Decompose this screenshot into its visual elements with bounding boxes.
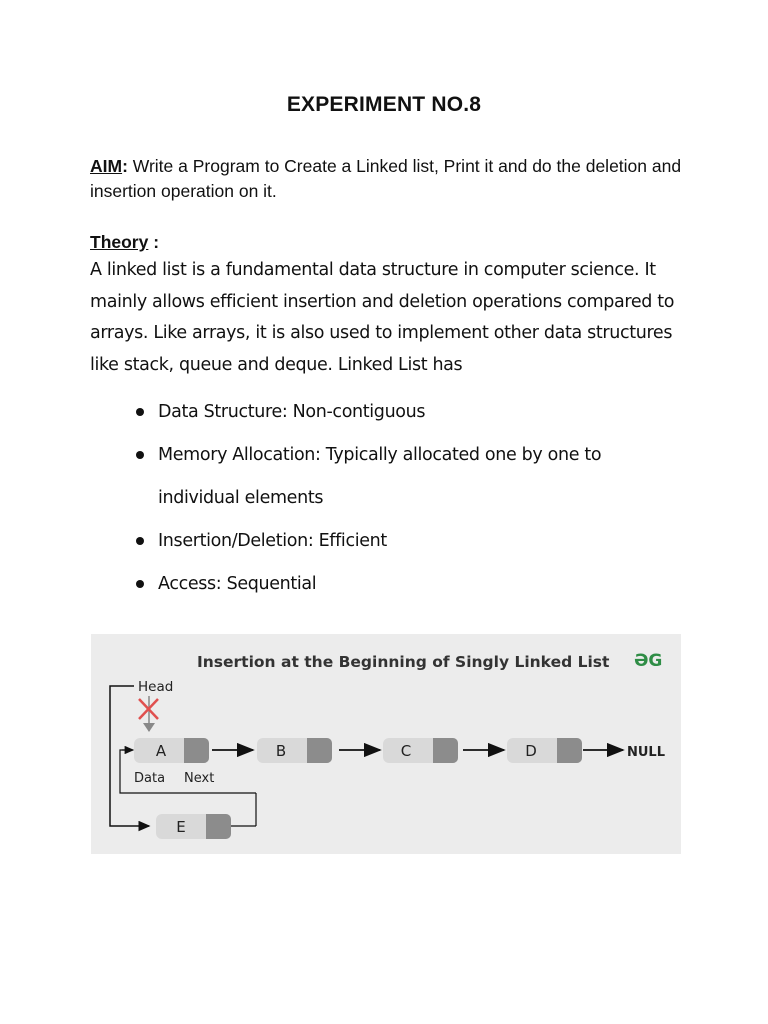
bullet-dot [136,408,144,416]
bullet-item [134,563,694,606]
bullet-item [134,391,694,434]
null-label: NULL [627,745,666,760]
node-c-label: C [400,742,412,760]
aim-text: Write a Program to Create a Linked list, Print it and do the deletion and insertion operation on it. [90,156,682,201]
node-a-label: A [155,742,167,760]
node-d [507,738,582,763]
node-a [134,738,209,763]
node-b-label: B [275,742,287,760]
bullet-text: Memory Allocation: Typically allocated one by one to individual elements [158,445,602,508]
next-label: Next [184,771,215,786]
gfg-logo-icon: ƏG [634,651,663,671]
node-d-label: D [525,742,537,760]
theory-label: Theory [90,232,149,252]
theory-heading [90,232,159,253]
head-label: Head [138,679,174,695]
node-e-label: E [176,818,186,836]
bullet-dot [136,451,144,459]
theory-colon: : [148,232,160,252]
bullet-dot [136,580,144,588]
old-head-arrowhead [143,723,155,732]
diagram-svg [91,634,681,854]
data-label: Data [134,771,166,786]
bullet-dot [136,537,144,545]
node-c [383,738,458,763]
bullet-text: Access: Sequential [158,574,317,594]
aim-label: AIM [90,156,123,176]
bullet-item [134,520,694,563]
theory-paragraph: A linked list is a fundamental data structure in computer science. It mainly allows efficient insertion and deletion operations compared to arrays. Like arrays, it is also used to implement other data structures like stack, queue and deque. Linked List has [90,260,675,375]
diagram-title: Insertion at the Beginning of Singly Linked List [197,653,610,671]
bullet-item [134,434,628,520]
bullet-text: Data Structure: Non-contiguous [158,402,426,422]
node-e [156,814,231,839]
bullet-text: Insertion/Deletion: Efficient [158,531,387,551]
theory-bullet-list [134,391,694,606]
page-title: EXPERIMENT NO.8 [286,93,482,116]
node-b [257,738,332,763]
aim-section [90,154,690,204]
aim-colon: : [122,156,128,176]
linked-list-diagram [91,634,681,854]
